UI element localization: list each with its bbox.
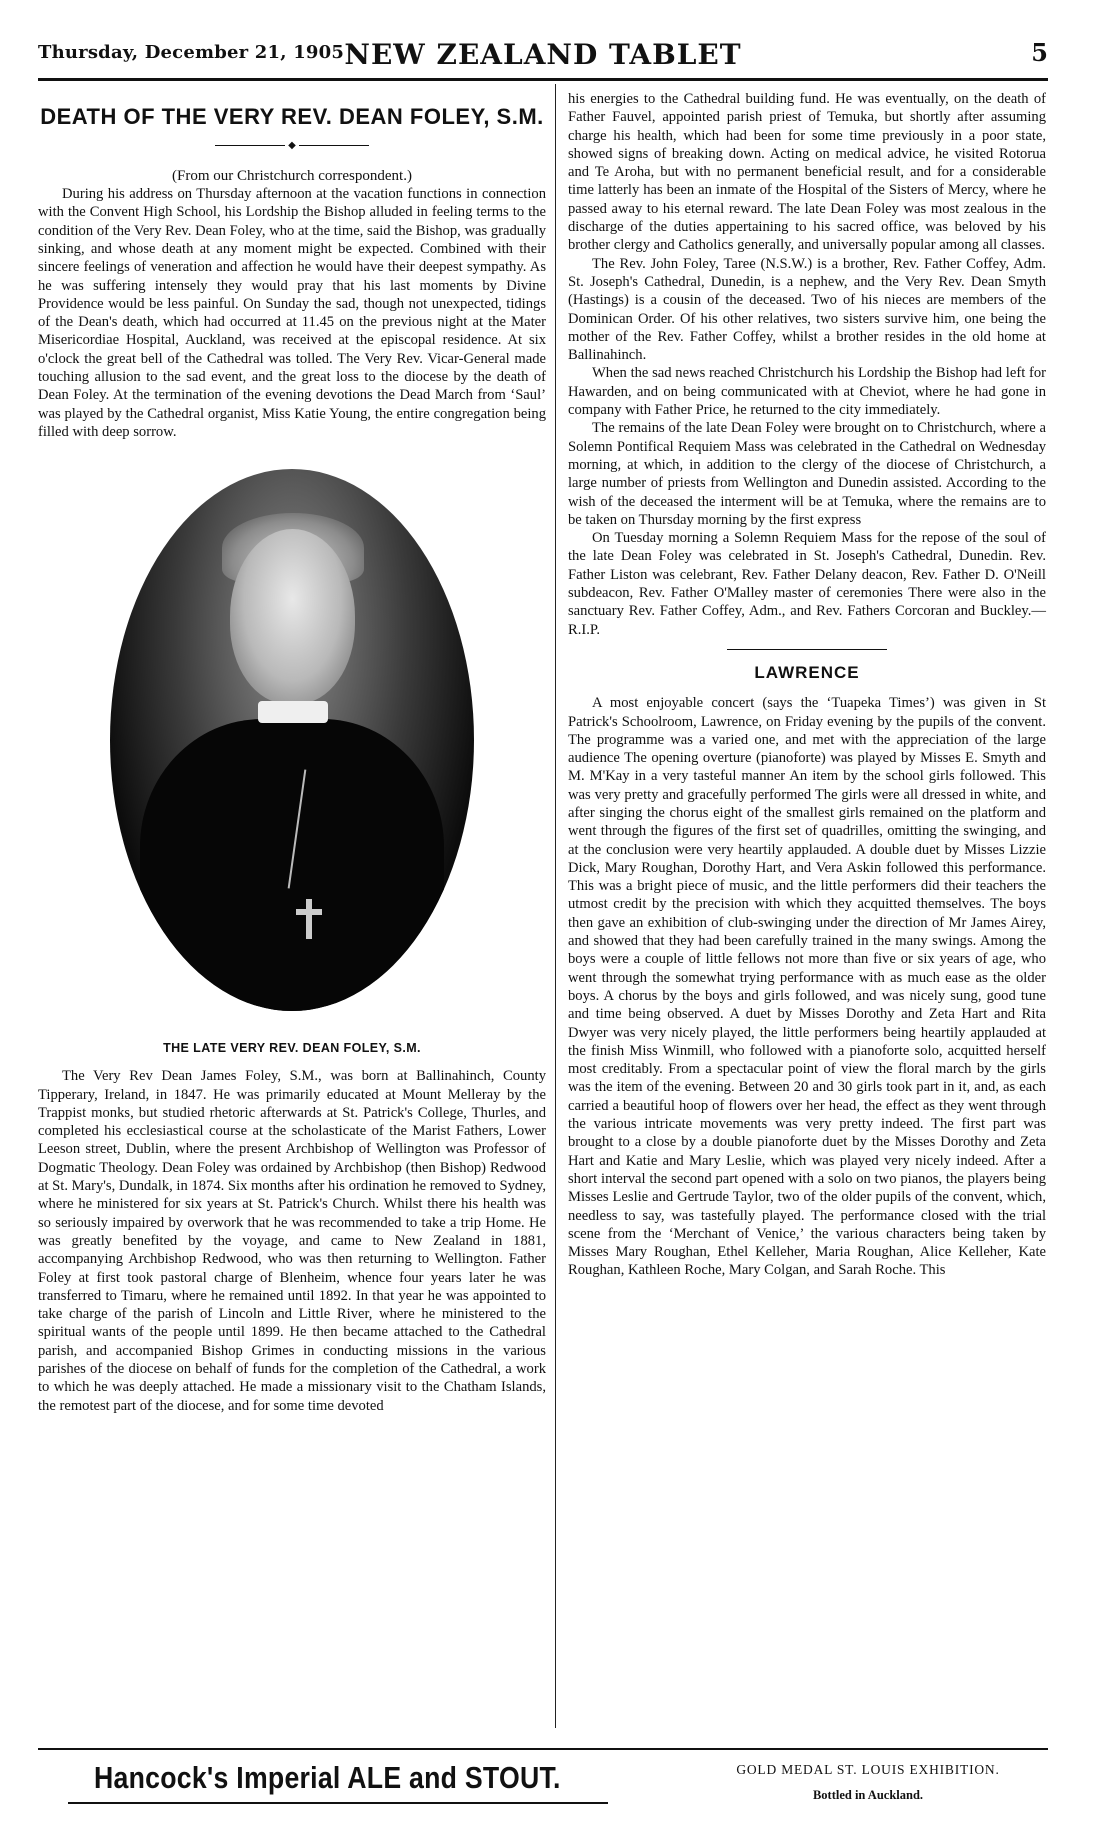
- ale-advertisement: Hancock's Imperial ALE and STOUT.: [94, 1760, 561, 1795]
- article-paragraph: The remains of the late Dean Foley were brought on to Christchurch, where a Solemn Pontifical Requiem Mass was celebrated in the Cathedral on Wednesday morning, at which, in addition to the clergy of the diocese of Christchurch, a large number of priests from Wellington and Dunedin assisted. According to the wish of the deceased the interment will be at Temuka, where the remains are to be taken on Thursday morning by the first express: [568, 420, 1046, 528]
- article-paragraph: The Very Rev Dean James Foley, S.M., was born at Ballinahinch, County Tipperary, Ireland, in 1847. He was primarily educated at Mount Melleray by the Trappist monks, but studied rhetoric afterwards at St. Patrick's College, Thurles, and completed his ecclesiastical course at the scholasticate of the Marist Fathers, Lower Leeson street, Dublin, where the present Archbishop of Wellington was Professor of Dogmatic Theology. Dean Foley was ordained by Archbishop (then Bishop) Redwood at St. Mary's, Dundalk, in 1874. Six months after his ordination he removed to Sydney, where he ministered for six years at St. Patrick's Church. Whilst there his health was so seriously impaired by overwork that he was recommended to take a trip Home. He was greatly benefited by the voyage, and came to New Zealand in 1881, accompanying Archbishop Redwood, who was then returning to Wellington. Father Foley at first took pastoral charge of Blenheim, whence four years later he was transferred to Timaru, where he remained until 1892. In that year he was appointed to take charge of the parish of Lincoln and Little River, where he ministered to the spiritual wants of the people until 1899. He then became attached to the Cathedral parish, and accompanied Bishop Grimes in conducting missions in the various parishes of the diocese on behalf of funds for the completion of the Cathedral, a work to which he was deeply attached. He made a missionary visit to the Chatham Islands, the remotest part of the diocese, and for some time devoted: [38, 1068, 546, 1414]
- article-paragraph: A most enjoyable concert (says the ‘Tuapeka Times’) was given in St Patrick's Schoolroom, Lawrence, on Friday evening by the pupils of the convent. The programme was a varied one, and met with the appreciation of the large audience The opening overture (pianoforte) was played by Misses E. Smyth and M. M'Kay in a very tasteful manner An item by the school girls followed. This was very pretty and gracefully performed The girls were all dressed in white, and after singing the chorus eight of the smallest girls remained on the platform and went through the figures of the first set of quadrilles, omitting the swinging, and at the conclusion were very heartily applauded. A double duet by Misses Lizzie Dick, Mary Roughan, Dorothy Hart, and Vera Askin followed this performance. This was a bright piece of music, and the little performers did their teachers the utmost credit by the precision with which they acquitted themselves. The boys then gave an exhibition of club-swinging under the direction of Mr James Airey, and showed that they had been carefully trained in the many swings. Among the boys were a couple of little fellows not more than five or six years of age, who went through the somewhat trying performance with as much ease as the older boys. A chorus by the boys and girls followed, and was nicely sung, good tune and time being observed. A duet by Misses Dorothy and Zeta Hart and Rita Dwyer was very nicely played, the little performers being heartily applauded at the finish Miss Winmill, who followed with a pianoforte solo, acquitted herself most creditably. From a spectacular point of view the floral march by the girls was the item of the evening. Between 20 and 30 girls took part in it, and, as each carried a beautiful hoop of flowers over her head, the effect as they went through the various intricate movements was very pretty indeed. The first part was brought to a close by a double pianoforte duet by the Misses Dorothy and Zeta Hart and Katie and Mary Leslie, which was played very nicely indeed. After a short interval the second part opened with a solo on two pianos, the players being Misses Leslie and Gertrude Taylor, two of the older pupils of the convent, which, needless to say, was tastefully played. The performance closed with the trial scene from the ‘Merchant of Venice,’ the various characters being taken by Misses Mary Roughan, Ethel Kelleher, Maria Roughan, Alice Kelleher, Kate Roughan, Kathleen Roche, Mary Colgan, and Sarah Roche. This: [568, 695, 1046, 1279]
- portrait-photo: [110, 469, 474, 1011]
- advertisement-footer: [38, 1748, 1048, 1808]
- diamond-icon: ◆: [288, 139, 296, 151]
- article-headline: DEATH OF THE VERY REV. DEAN FOLEY, S.M.: [40, 104, 544, 129]
- issue-date: Thursday, December 21, 1905: [38, 42, 345, 63]
- portrait-figure: [38, 447, 546, 1057]
- page-number: 5: [1031, 38, 1048, 67]
- article-headline: LAWRENCE: [754, 662, 860, 682]
- bottled-text: Bottled in Auckland.: [812, 1788, 924, 1802]
- article-paragraph: On Tuesday morning a Solemn Requiem Mass for the repose of the soul of the late Dean Foley was celebrated in St. Joseph's Cathedral, Dunedin. Rev. Father Liston was celebrant, Rev. Father Delany deacon, Rev. Father D. O'Neill subdeacon, Rev. Father O'Malley master of ceremonies There were also in the sanctuary Rev. Father Coffey, Adm., and Rev. Fathers Corcoran and Buckley.—R.I.P.: [568, 530, 1046, 638]
- headline-ornament: [38, 136, 546, 155]
- article-paragraph: The Rev. John Foley, Taree (N.S.W.) is a brother, Rev. Father Coffey, Adm. St. Joseph's Cathedral, Dunedin, is a nephew, and the Very Rev. Dean Smyth (Hastings) is a cousin of the deceased. Two of his nieces are members of the Dominican Order. Of his other relatives, two sisters survive him, one being the mother of the Rev. Father Coffey, whilst a brother resides in the old home at Ballinahinch.: [568, 255, 1046, 364]
- photo-caption: THE LATE VERY REV. DEAN FOLEY, S.M.: [163, 1040, 421, 1055]
- section-divider: [727, 649, 887, 650]
- crucifix-icon: [306, 899, 312, 939]
- masthead: [38, 38, 1048, 81]
- article-paragraph: his energies to the Cathedral building fund. He was eventually, on the death of Father Fauvel, appointed parish priest of Temuka, but shortly after assuming charge his health, which had been for some time previously in a poor state, showed signs of breaking down. Acting on medical advice, he visited Rotorua and Te Aroha, but with no permanent beneficial result, and for a considerable time latterly has been an inmate of the Hospital of the Sisters of Mercy, where he passed away to his eternal reward. The late Dean Foley was most zealous in the discharge of the duties appertaining to his sacred office, was beloved by his brother clergy and Catholics generally, and universally popular among all classes.: [568, 91, 1046, 254]
- byline: (From our Christchurch correspondent.): [172, 167, 412, 184]
- article-paragraph: When the sad news reached Christchurch his Lordship the Bishop had left for Hawarden, and on being communicated with at Cheviot, where he had gone in company with Father Price, he returned to the city immediately.: [568, 365, 1046, 419]
- right-column: [568, 90, 1046, 1280]
- exhibition-notice: [688, 1762, 1048, 1803]
- left-column: [38, 90, 546, 1415]
- gold-medal-text: GOLD MEDAL ST. LOUIS EXHIBITION.: [736, 1762, 1000, 1777]
- newspaper-title: NEW ZEALAND TABLET: [344, 38, 742, 71]
- article-paragraph: During his address on Thursday afternoon at the vacation functions in connection with the Convent High School, his Lordship the Bishop alluded in feeling terms to the condition of the Very Rev. Dean Foley, who at the time, said the Bishop, was gradually sinking, and whose death at any moment might be expected. Combined with their sincere feelings of veneration and affection he would have their deepest sympathy. As he was suffering intensely they would pray that his last moments by Divine Providence would be less painful. On Sunday the sad, though not unexpected, tidings of the Dean's death, which had occurred at 11.45 on the previous night at the Mater Misericordiae Hospital, Auckland, was received at the episcopal residence. At six o'clock the great bell of the Cathedral was tolled. The Very Rev. Vicar-General made touching allusion to the sad event, and the great loss to the diocese by the death of Dean Foley. At the termination of the evening devotions the Dead March from ‘Saul’ was played by the Cathedral organist, Miss Katie Young, the entire congregation being filled with deep sorrow.: [38, 186, 546, 440]
- column-divider: [555, 84, 556, 1728]
